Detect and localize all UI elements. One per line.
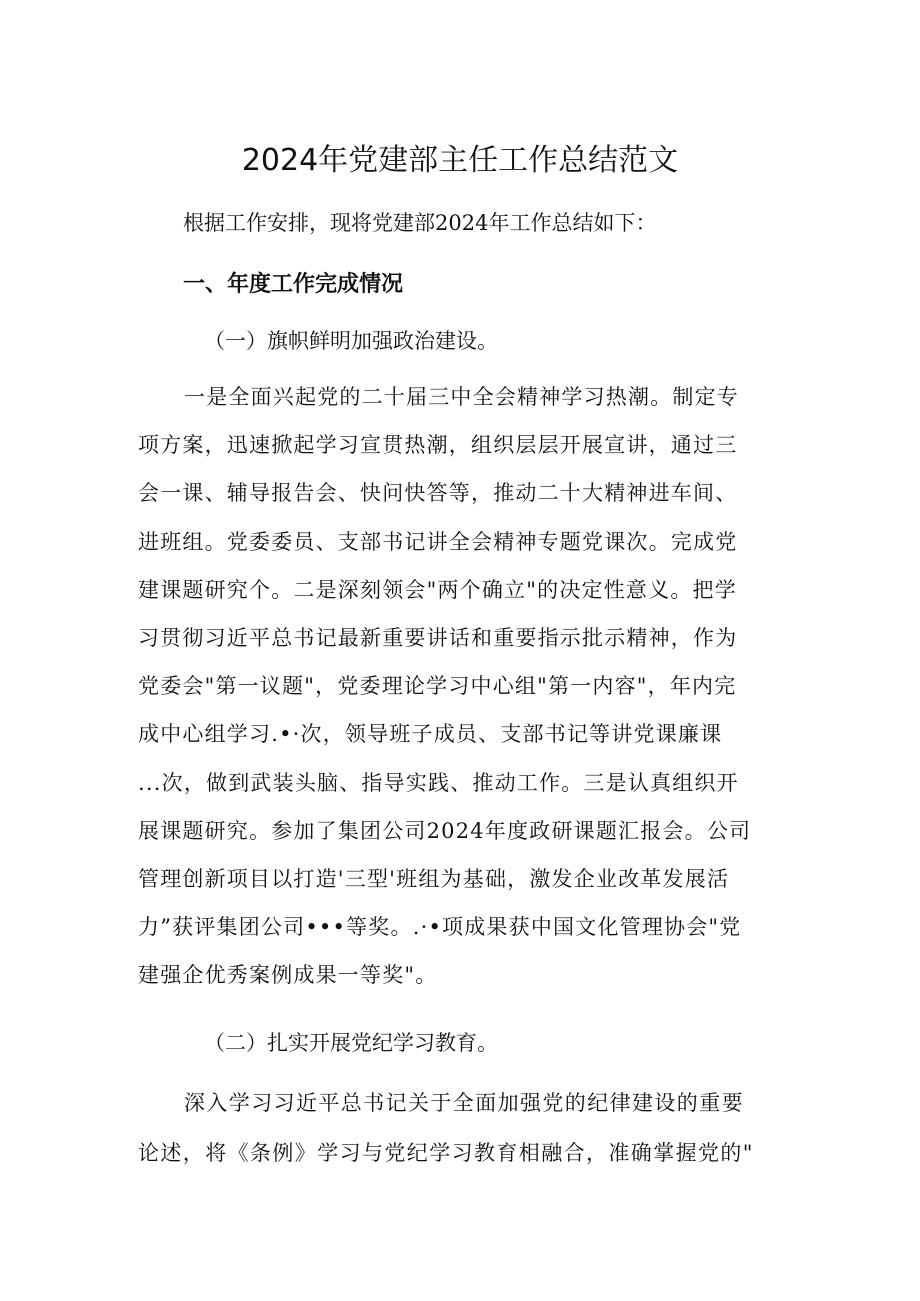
- paragraph-line: 力”获评集团公司•••等奖。.·•项成果获中国文化管理协会"党: [138, 915, 742, 940]
- paragraph-line: 展课题研究。参加了集团公司2024年度政研课题汇报会。公司: [138, 818, 752, 843]
- document-title: 2024年党建部主任工作总结范文: [241, 143, 679, 178]
- paragraph-line: 建强企优秀案例成果一等奖"。: [138, 963, 438, 988]
- paragraph-line: 党委会"第一议题"，党委理论学习中心组"第一内容"，年内完: [138, 674, 737, 699]
- paragraph-line: 论述，将《条例》学习与党纪学习教育相融合，准确掌握党的": [138, 1141, 754, 1165]
- paragraph-line: 进班组。党委委员、支部书记讲全会精神专题党课次。完成党: [138, 529, 738, 554]
- intro-paragraph: 根据工作安排，现将党建部2024年工作总结如下：: [183, 211, 657, 235]
- paragraph-line: 建课题研究个。二是深刻领会"两个确立"的决定性意义。把学: [138, 577, 737, 602]
- paragraph-line: 成中心组学习.•·次，领导班子成员、支部书记等讲党课廉课: [138, 722, 723, 747]
- paragraph-line: 会一课、辅导报告会、快问快答等，推动二十大精神进车间、: [138, 481, 738, 506]
- subsection-heading-2: （二）扎实开展党纪学习教育。: [204, 1031, 498, 1055]
- section-heading: 一、年度工作完成情况: [183, 272, 404, 297]
- subsection-heading-1: （一）旗帜鲜明加强政治建设。: [204, 329, 498, 353]
- paragraph-line: ...次，做到武装头脑、指导实践、推动工作。三是认真组织开: [138, 770, 739, 795]
- subsection-2-body: [138, 1085, 788, 1185]
- paragraph-line: 习贯彻习近平总书记最新重要讲话和重要指示批示精神，作为: [138, 625, 738, 650]
- paragraph-line: 深入学习习近平总书记关于全面加强党的纪律建设的重要: [184, 1091, 744, 1115]
- paragraph-line: 一是全面兴起党的二十届三中全会精神学习热潮。制定专: [184, 385, 739, 409]
- paragraph-line: 项方案，迅速掀起学习宣贯热潮，组织层层开展宣讲，通过三: [138, 433, 738, 458]
- paragraph-line: 管理创新项目以打造'三型'班组为基础，激发企业改革发展活: [138, 866, 730, 891]
- subsection-1-body: [138, 379, 788, 1005]
